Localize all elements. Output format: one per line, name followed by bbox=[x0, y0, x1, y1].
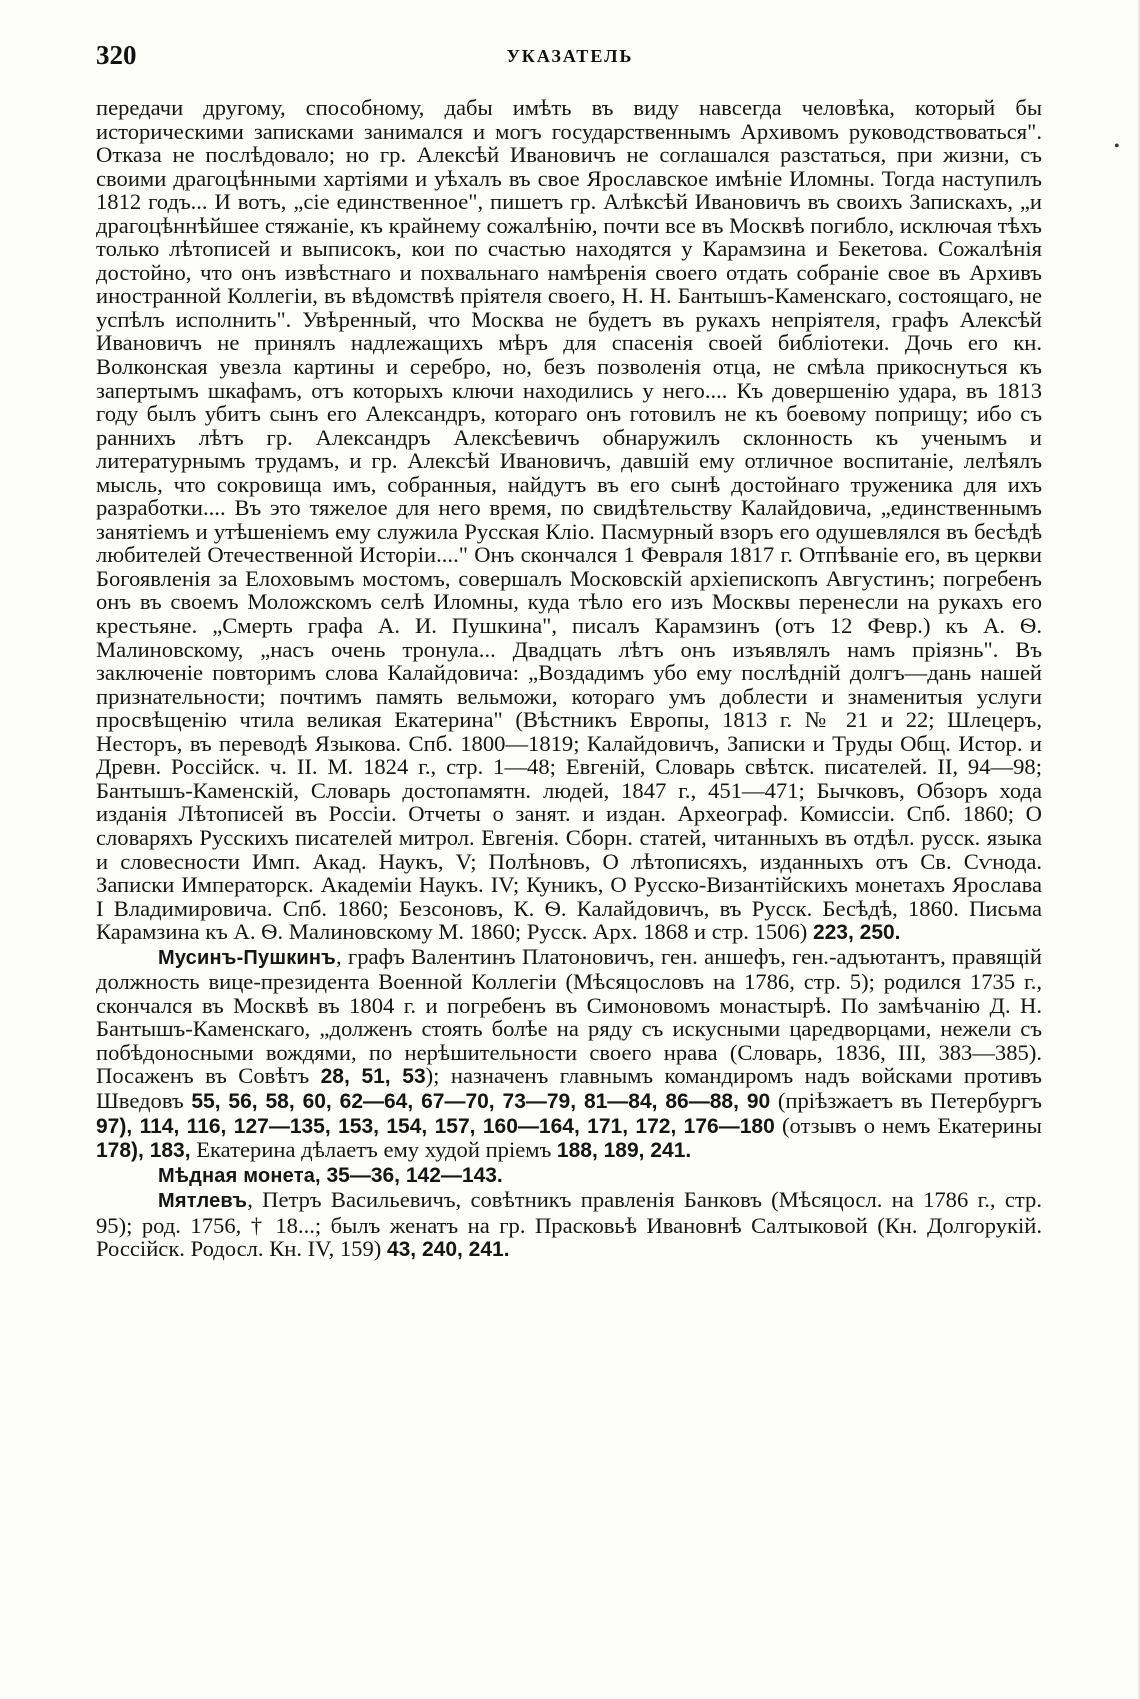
page-number: 320 bbox=[96, 40, 137, 70]
index-entry-musin-pushkin bbox=[96, 945, 1042, 1163]
entry-page-refs: 43, 240, 241. bbox=[386, 1238, 510, 1262]
entry-page-refs: 97), 114, 116, 127—135, 153, 154, 157, 160—164, 171, 172, 176—180 bbox=[96, 1114, 775, 1138]
index-body bbox=[96, 96, 1042, 1262]
continuation-text: передачи другому, способному, дабы имѣть въ виду навсегда человѣка, который бы историческими записками занимался и могъ государственнымъ Архивомъ руководствоваться". Отказа не послѣдовало; но гр. Алексѣй Ивановичъ не соглашался разстаться, при жизни, съ своими драгоцѣнными хартіями и уѣхалъ въ свое Ярославское имѣніе Иломны. Тогда наступилъ 1812 годъ... И вотъ, „сіе единственное", пишетъ гр. Алѣксѣй Ивановичъ въ своихъ Запискахъ, „и драгоцѣннѣйшее стяжаніе, къ крайнему сожалѣнію, почти все въ Москвѣ погибло, исключая тѣхъ только лѣтописей и выписокъ, кои по счастью находятся у Карамзина и Бекетова. Сожалѣнія достойно, что онъ извѣстнаго и похвальнаго намѣренія своего отдать собраніе свое въ Архивъ иностранной Коллегіи, въ вѣдомствѣ пріятеля своего, Н. Н. Бантышъ-Каменскаго, состоящаго, не успѣлъ исполнить". Увѣренный, что Москва не будетъ въ рукахъ непріятеля, графъ Алексѣй Ивановичъ не принялъ надлежащихъ мѣръ для спасенія своей библіотеки. Дочь его кн. Волконская увезла картины и серебро, но, безъ позволенія отца, не смѣла прикоснуться къ запертымъ шкафамъ, отъ которыхъ ключи находились у него.... Къ довершенію удара, въ 1813 году былъ убитъ сынъ его Александръ, котораго онъ готовилъ не къ боевому поприщу; ибо съ раннихъ лѣтъ гр. Александръ Алексѣевичъ обнаружилъ склонность къ ученымъ и литературнымъ трудамъ, и гр. Алексѣй Ивановичъ, давшій ему отличное воспитаніе, лелѣялъ мысль, что сокровища имъ, собранныя, найдутъ въ его сынѣ достойнаго труженика для ихъ разработки.... Въ это тяжелое для него время, по свидѣтельству Калайдовича, „единственнымъ занятіемъ и утѣшеніемъ ему служила Русская Кліо. Пасмурный взоръ его одушевлялся въ бесѣдѣ любителей Отечественной Исторіи...." Онъ скончался 1 Февраля 1817 г. Отпѣваніе его, въ церкви Богоявленія за Елоховымъ мостомъ, совершалъ Московскій архіепископъ Августинъ; погребенъ онъ въ своемъ Моложскомъ селѣ Иломны, куда тѣло его изъ Москвы перенесли на рукахъ его крестьяне. „Смерть графа А. И. Пушкина", писалъ Карамзинъ (отъ 12 Февр.) къ А. Ѳ. Малиновскому, „насъ очень тронула... Двадцать лѣтъ онъ изъявлялъ намъ пріязнь". Въ заключеніе повторимъ слова Калайдовича: „Воздадимъ убо ему послѣдній долгъ—дань нашей признательности; почтимъ память вельможи, котораго умъ доблести и знаменитыя услуги просвѣщенію чтила великая Екатерина" (Вѣстникъ Европы, 1813 г. № 21 и 22; Шлецеръ, Несторъ, въ переводѣ Языкова. Спб. 1800—1819; Калайдовичъ, Записки и Труды Общ. Истор. и Древн. Россійск. ч. II. М. 1824 г., стр. 1—48; Евгеній, Словарь свѣтск. писателей. II, 94—98; Бантышъ-Каменскій, Словарь достопамятн. людей, 1847 г., 451—471; Бычковъ, Обзоръ хода изданія Лѣтописей въ Россіи. Отчеты о занят. и издан. Археограф. Комиссіи. Спб. 1860; О словаряхъ Русскихъ писателей митрол. Евгенія. Сборн. статей, читанныхъ въ отдѣл. русск. языка и словесности Имп. Акад. Наукъ, V; Полѣновъ, О лѣтописяхъ, изданныхъ отъ Св. Сѵнода. Записки Императорск. Академіи Наукъ. IV; Куникъ, О Русско-Византійскихъ монетахъ Ярослава I Владимировича. Спб. 1860; Безсоновъ, К. Ѳ. Калайдовичъ, въ Русск. Бесѣдѣ, 1860. Письма Карамзина къ А. Ѳ. Малиновскому М. 1860; Русск. Арх. 1868 и стр. 1506) bbox=[96, 95, 1042, 945]
entry-text: Екатерина дѣлаетъ ему худой пріемъ bbox=[196, 1137, 552, 1163]
entry-text: (отзывъ о немъ Екатерины bbox=[781, 1112, 1042, 1138]
entry-headword: Мятлевъ bbox=[158, 1190, 248, 1213]
index-entry-mednaya-moneta bbox=[96, 1163, 1042, 1189]
continuation-paragraph bbox=[96, 96, 1042, 945]
stray-mark: • bbox=[1114, 138, 1120, 155]
entry-headword: Мѣдная монета, bbox=[158, 1164, 321, 1187]
entry-page-refs: 188, 189, 241. bbox=[556, 1139, 692, 1163]
entry-text: , Петръ Васильевичъ, совѣтникъ правленія Банковъ (Мѣсяцосл. на 1786 г., стр. 95); род. 1756, † 18...; былъ женатъ на гр. Прасковьѣ Ивановнѣ Салтыковой (Кн. Долгорукій. Россійск. Родосл. Кн. IV, 159) bbox=[96, 1187, 1042, 1262]
continuation-refs: 223, 250. bbox=[812, 921, 901, 945]
entry-text: , графъ Валентинъ Платоновичъ, ген. аншефъ, ген.-адъютантъ, правящій должность вице-президента Военной Коллегіи (Мѣсяцословъ на 1786, стр. 5); родился 1735 г., скончался въ Москвѣ въ 1804 г. и погребенъ въ Симоновомъ монастырѣ. По замѣчанію Д. Н. Бантышъ-Каменскаго, „долженъ стоять болѣе на ряду съ искусными царедворцами, нежели съ побѣдоносными вождями, по нерѣшительности своего нрава (Словарь, 1836, III, 383—385). Посаженъ въ Совѣтъ bbox=[96, 943, 1042, 1089]
entry-text: ); назначенъ главнымъ командиромъ надъ войсками противъ Шведовъ bbox=[96, 1063, 1042, 1113]
entry-page-refs: 178), 183, bbox=[96, 1139, 191, 1163]
entry-page-refs: 35—36, 142—143. bbox=[326, 1163, 503, 1187]
page-header bbox=[96, 40, 1044, 80]
entry-page-refs: 55, 56, 58, 60, 62—64, 67—70, 73—79, 81—84, 86—88, 90 bbox=[191, 1089, 771, 1113]
entry-page-refs: 28, 51, 53 bbox=[320, 1065, 426, 1089]
entry-headword: Мусинъ-Пушкинъ bbox=[158, 946, 336, 969]
index-entry-myatlev bbox=[96, 1188, 1042, 1262]
entry-text: (пріѣзжаетъ въ Петербургъ bbox=[777, 1087, 1042, 1113]
running-head: УКАЗАТЕЛЬ bbox=[506, 46, 634, 66]
